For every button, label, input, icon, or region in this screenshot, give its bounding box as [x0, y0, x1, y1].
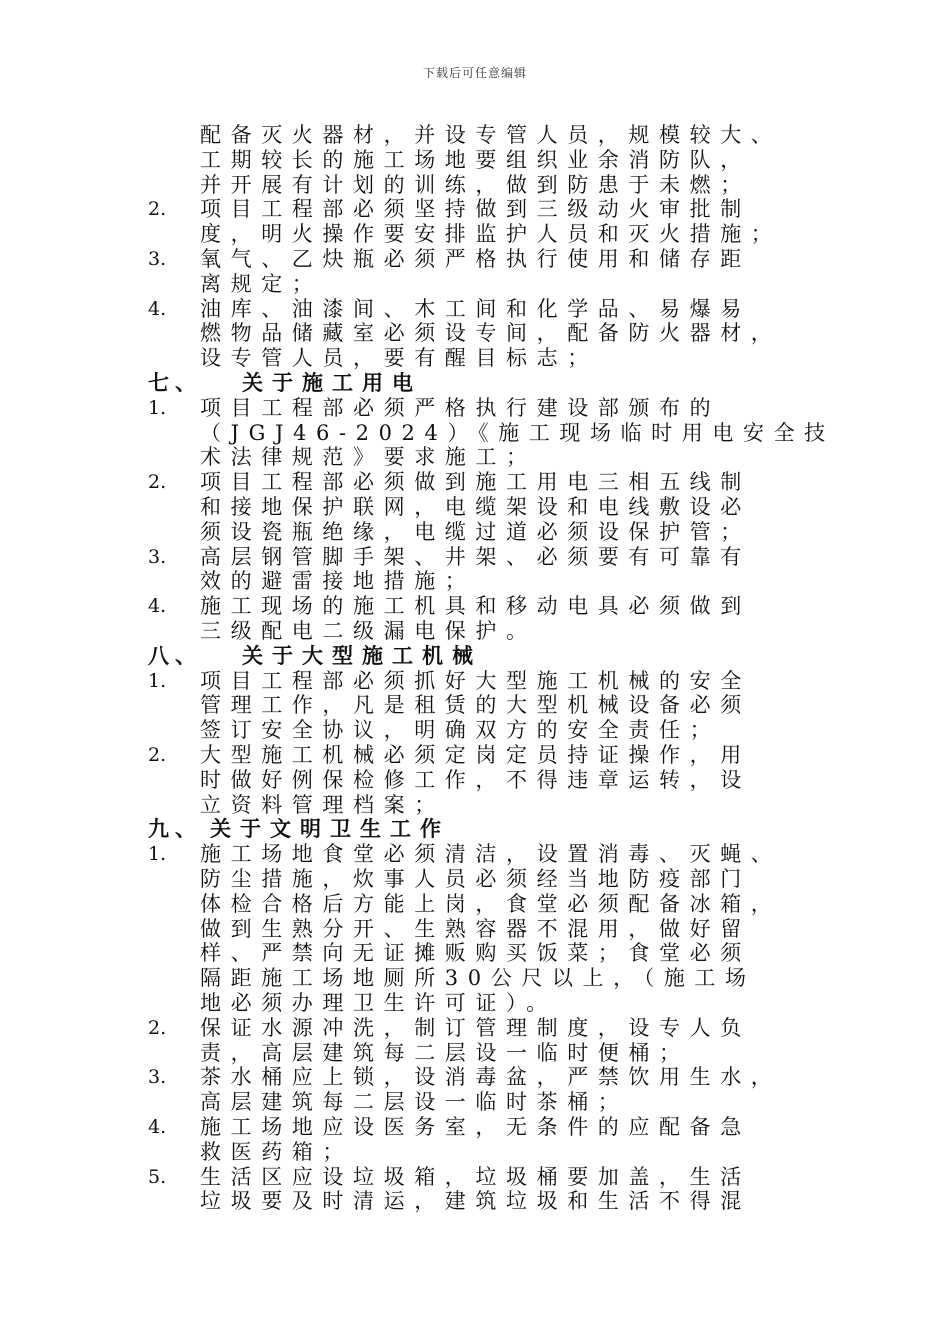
text-line	[0, 966, 950, 990]
item-text: 茶水桶应上锁，设消毒盆，严禁饮用生水，	[200, 1065, 782, 1090]
section-heading-text	[148, 817, 450, 841]
item-text: 油库、油漆间、木工间和化学品、易爆易	[200, 296, 751, 321]
section-heading-text	[148, 371, 422, 395]
text-line	[0, 594, 950, 618]
text-line	[0, 173, 950, 197]
text-line	[0, 867, 950, 891]
text-line	[0, 693, 950, 717]
text-line	[0, 396, 950, 420]
item-number: 5.	[148, 1165, 167, 1188]
item-text: 签订安全协议，明确双方的安全责任；	[200, 718, 721, 743]
item-text: 时做好例保检修工作，不得违章运转，设	[200, 767, 751, 792]
item-number: 3.	[148, 1066, 167, 1089]
item-text: 施工现场的施工机具和移动电具必须做到	[200, 594, 751, 619]
section-heading	[0, 644, 950, 668]
item-text: 项目工程部必须做到施工用电三相五线制	[200, 470, 751, 495]
section-title: 关于文明卫生工作	[210, 816, 450, 842]
text-line	[0, 470, 950, 494]
text-line	[0, 1016, 950, 1040]
item-number: 2.	[148, 1016, 167, 1039]
item-number: 4.	[148, 595, 167, 618]
section-number: 八、	[148, 642, 202, 668]
text-line	[0, 520, 950, 544]
item-text: 生活区应设垃圾箱，垃圾桶要加盖，生活	[200, 1164, 751, 1189]
item-text: 并开展有计划的训练，做到防患于未燃；	[200, 172, 751, 197]
item-text: 管理工作，凡是租赁的大型机械设备必须	[200, 693, 751, 718]
text-line	[0, 1115, 950, 1139]
item-number: 2.	[148, 744, 167, 766]
text-line	[0, 669, 950, 693]
item-text: 三级配电二级漏电保护。	[200, 619, 537, 643]
text-line	[0, 1041, 950, 1065]
text-line	[0, 1065, 950, 1089]
item-number: 4.	[148, 1116, 167, 1138]
text-line	[0, 247, 950, 271]
text-line	[0, 1189, 950, 1213]
item-text: 责，高层建筑每二层设一临时便桶；	[200, 1040, 690, 1065]
text-line	[0, 297, 950, 321]
text-line	[0, 321, 950, 345]
item-text: 施工场地食堂必须清洁，设置消毒、灭蝇、	[200, 842, 782, 867]
item-text: 做到生熟分开、生熟容器不混用，做好留	[200, 916, 751, 941]
item-text: 高层建筑每二层设一临时茶桶；	[200, 1090, 629, 1115]
item-text: 氧气、乙炔瓶必须严格执行使用和储存距	[200, 247, 751, 271]
item-text: 项目工程部必须严格执行建设部颁布的	[200, 395, 721, 420]
text-line	[0, 123, 950, 147]
item-number: 4.	[148, 297, 167, 320]
text-line	[0, 545, 950, 569]
section-number: 九、	[148, 816, 202, 842]
text-line	[0, 197, 950, 221]
item-text: 配备灭火器材，并设专管人员，规模较大、	[200, 123, 782, 147]
item-text: 工期较长的施工场地要组织业余消防队，	[200, 147, 751, 172]
text-line	[0, 743, 950, 767]
text-line	[0, 842, 950, 866]
text-line	[0, 222, 950, 246]
item-text: （JGJ46-2024）《施工现场临时用电安全技	[200, 420, 835, 445]
text-line	[0, 495, 950, 519]
item-text: 度，明火操作要安排监护人员和灭火措施；	[200, 222, 782, 247]
section-heading-text	[148, 644, 482, 668]
item-text: 大型施工机械必须定岗定员持证操作，用	[200, 743, 751, 767]
item-number: 3.	[148, 545, 167, 568]
section-heading	[0, 371, 950, 395]
text-line	[0, 619, 950, 643]
text-line	[0, 148, 950, 172]
text-line	[0, 445, 950, 469]
item-text: 须设瓷瓶绝缘，电缆过道必须设保护管；	[200, 519, 751, 544]
item-text: 项目工程部必须抓好大型施工机械的安全	[200, 668, 751, 693]
item-number: 2.	[148, 198, 167, 221]
text-line	[0, 1140, 950, 1164]
text-line	[0, 917, 950, 941]
text-line	[0, 569, 950, 593]
item-text: 术法律规范》要求施工；	[200, 445, 537, 470]
item-number: 1.	[148, 396, 167, 419]
section-title: 关于大型施工机械	[242, 642, 482, 668]
text-line	[0, 718, 950, 742]
item-text: 设专管人员，要有醒目标志；	[200, 346, 598, 371]
text-line	[0, 272, 950, 296]
item-text: 立资料管理档案；	[200, 792, 445, 817]
item-text: 高层钢管脚手架、井架、必须要有可靠有	[200, 544, 751, 569]
item-text: 保证水源冲洗，制订管理制度，设专人负	[200, 1015, 751, 1040]
item-number: 1.	[148, 669, 167, 692]
text-line	[0, 1165, 950, 1189]
item-text: 燃物品储藏室必须设专间，配备防火器材，	[200, 321, 782, 346]
item-text: 地必须办理卫生许可证）。	[200, 991, 557, 1015]
item-text: 样、严禁向无证摊贩购买饭菜；食堂必须	[200, 941, 751, 966]
text-line	[0, 346, 950, 370]
text-line	[0, 768, 950, 792]
item-text: 离规定；	[200, 271, 323, 296]
item-number: 3.	[148, 248, 167, 270]
item-text: 效的避雷接地措施；	[200, 569, 476, 594]
text-line	[0, 941, 950, 965]
item-text: 和接地保护联网，电缆架设和电线敷设必	[200, 495, 751, 519]
item-text: 项目工程部必须坚持做到三级动火审批制	[200, 197, 751, 222]
item-text: 垃圾要及时清运，建筑垃圾和生活不得混	[200, 1189, 751, 1214]
item-text: 体检合格后方能上岗，食堂必须配备冰箱，	[200, 891, 782, 916]
section-heading	[0, 817, 950, 841]
item-number: 2.	[148, 471, 167, 494]
item-text: 隔距施工场地厕所30公尺以上，（施工场	[200, 966, 756, 991]
item-text: 救医药箱；	[200, 1139, 353, 1164]
page-header: 下载后可任意编辑	[422, 66, 527, 80]
text-line	[0, 991, 950, 1015]
item-number: 1.	[148, 843, 167, 866]
text-line	[0, 1090, 950, 1114]
text-line	[0, 421, 950, 445]
text-line	[0, 793, 950, 817]
text-line	[0, 892, 950, 916]
item-text: 施工场地应设医务室，无条件的应配备急	[200, 1115, 751, 1139]
section-number: 七、	[148, 370, 202, 395]
item-text: 防尘措施，炊事人员必须经当地防疫部门	[200, 867, 751, 891]
section-title: 关于施工用电	[242, 370, 422, 395]
